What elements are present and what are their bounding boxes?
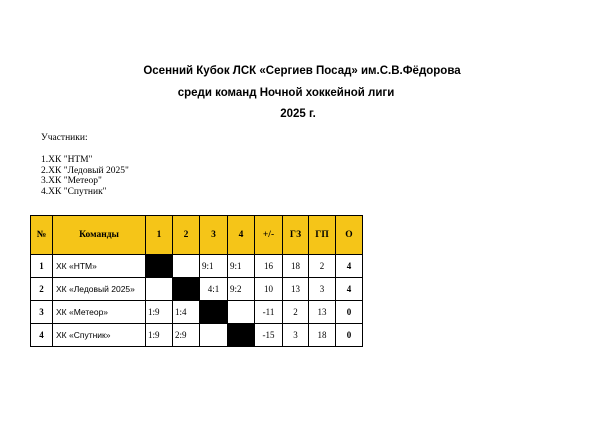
header-teams: Команды [53,216,146,255]
table-header-row [31,216,363,255]
header-col-3: 3 [200,216,228,255]
self-match-cell [146,255,173,278]
row-num: 2 [31,278,53,301]
result-cell: 2:9 [173,324,200,347]
row-team: ХК «Спутник» [53,324,146,347]
points-cell: 0 [336,324,363,347]
participants-list [41,155,129,197]
result-cell [173,255,200,278]
header-col-1: 1 [146,216,173,255]
result-cell [228,301,255,324]
gp-cell: 2 [309,255,336,278]
result-cell: 1:9 [146,324,173,347]
participants-label: Участники: [41,133,88,143]
self-match-cell [228,324,255,347]
points-cell: 4 [336,255,363,278]
diff-cell: -11 [255,301,283,324]
header-col-4: 4 [228,216,255,255]
gp-cell: 13 [309,301,336,324]
row-team: ХК «Метеор» [53,301,146,324]
self-match-cell [200,301,228,324]
diff-cell: -15 [255,324,283,347]
row-num: 4 [31,324,53,347]
gp-cell: 18 [309,324,336,347]
table-row [31,278,363,301]
participant-item: 1.ХК "НТМ" [41,155,93,165]
header-gz: ГЗ [283,216,309,255]
header-gp: ГП [309,216,336,255]
points-cell: 0 [336,301,363,324]
row-team: ХК «НТМ» [53,255,146,278]
result-cell [200,324,228,347]
gz-cell: 3 [283,324,309,347]
header-points: О [336,216,363,255]
table-row [31,255,363,278]
header-diff: +/- [255,216,283,255]
document-subtitle: среди команд Ночной хоккейной лиги [177,87,395,99]
result-cell: 9:2 [228,278,255,301]
self-match-cell [173,278,200,301]
result-cell: 1:9 [146,301,173,324]
row-team: ХК «Ледовый 2025» [53,278,146,301]
participant-item: 3.ХК "Метеор" [41,176,102,186]
result-cell: 9:1 [200,255,228,278]
result-cell: 1:4 [173,301,200,324]
result-cell [146,278,173,301]
table-row [31,301,363,324]
diff-cell: 10 [255,278,283,301]
participant-item: 4.ХК "Спутник" [41,186,107,197]
header-col-2: 2 [173,216,200,255]
gz-cell: 18 [283,255,309,278]
table-row [31,324,363,347]
gp-cell: 3 [309,278,336,301]
document-title: Осенний Кубок ЛСК «Сергиев Посад» им.С.В.Фёдорова [143,65,461,77]
document-year: 2025 г. [280,108,316,120]
result-cell: 9:1 [228,255,255,278]
row-num: 3 [31,301,53,324]
header-num: № [31,216,53,255]
points-cell: 4 [336,278,363,301]
result-cell: 4:1 [200,278,228,301]
diff-cell: 16 [255,255,283,278]
gz-cell: 13 [283,278,309,301]
gz-cell: 2 [283,301,309,324]
row-num: 1 [31,255,53,278]
participant-item: 2.ХК "Ледовый 2025" [41,165,129,176]
standings-table [30,215,363,347]
